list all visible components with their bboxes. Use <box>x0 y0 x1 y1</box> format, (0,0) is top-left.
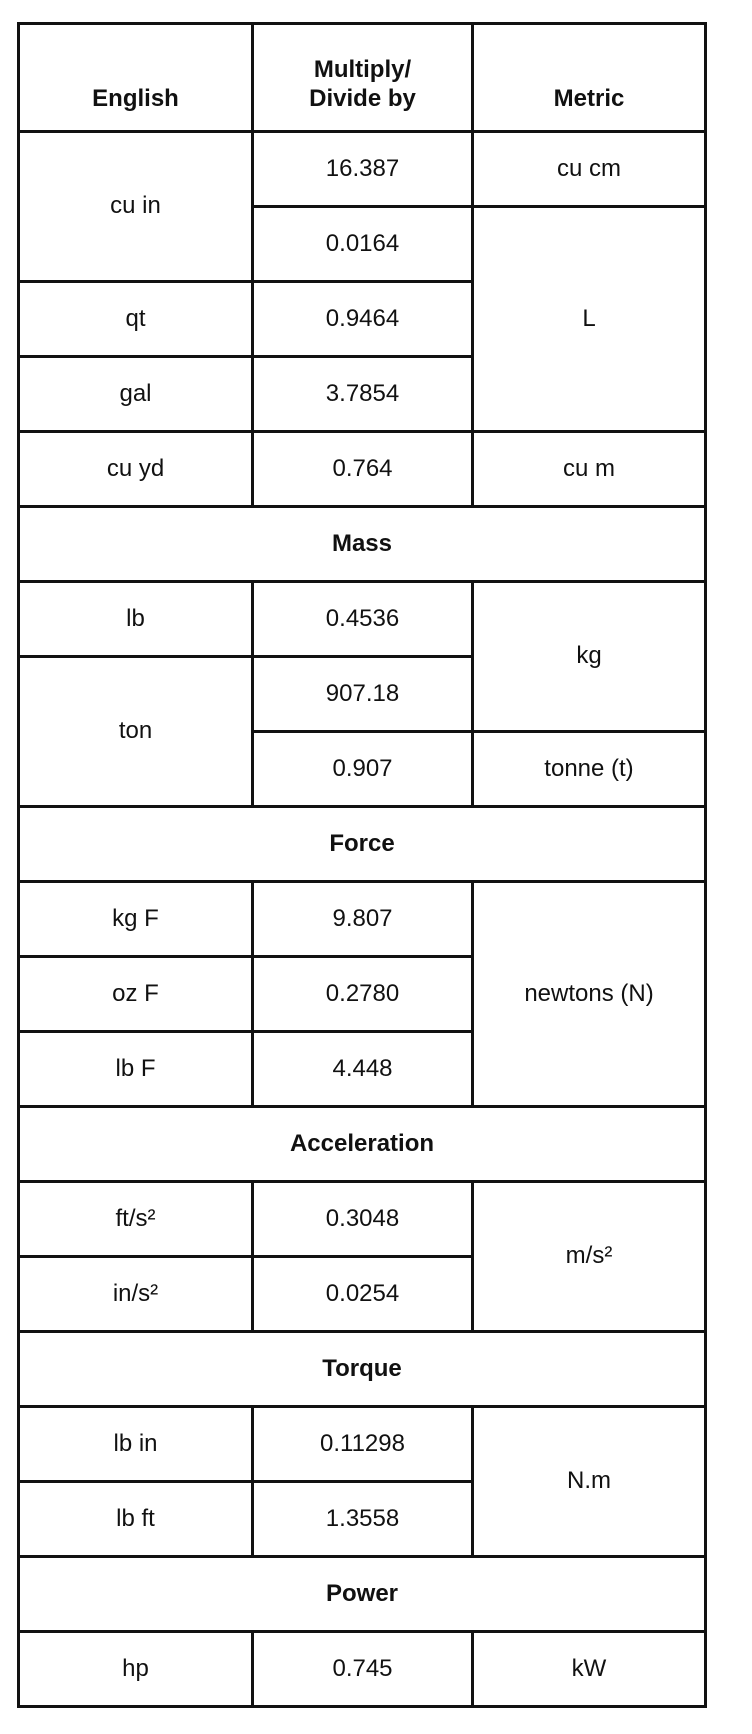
cell-factor: 0.11298 <box>253 1407 473 1482</box>
table-row <box>19 1182 706 1257</box>
section-title-acceleration: Acceleration <box>19 1107 706 1182</box>
cell-english-qt: qt <box>19 282 253 357</box>
cell-factor: 0.4536 <box>253 582 473 657</box>
cell-metric-kw: kW <box>473 1632 706 1707</box>
cell-factor: 0.2780 <box>253 957 473 1032</box>
cell-english-cu-in: cu in <box>19 132 253 282</box>
cell-factor: 0.0254 <box>253 1257 473 1332</box>
cell-factor: 9.807 <box>253 882 473 957</box>
header-metric: Metric <box>473 24 706 132</box>
cell-factor: 0.907 <box>253 732 473 807</box>
cell-factor: 0.745 <box>253 1632 473 1707</box>
cell-metric-kg: kg <box>473 582 706 732</box>
section-title-power: Power <box>19 1557 706 1632</box>
cell-english-ft-s2: ft/s² <box>19 1182 253 1257</box>
header-multiply-line2: Divide by <box>309 85 416 113</box>
cell-english-lb-ft: lb ft <box>19 1482 253 1557</box>
cell-english-oz-f: oz F <box>19 957 253 1032</box>
section-row-force <box>19 807 706 882</box>
table-row <box>19 882 706 957</box>
cell-english-lb: lb <box>19 582 253 657</box>
cell-metric-cu-m: cu m <box>473 432 706 507</box>
table-row <box>19 132 706 207</box>
header-multiply-line1: Multiply/ <box>313 56 412 84</box>
cell-english-cu-yd: cu yd <box>19 432 253 507</box>
section-row-torque <box>19 1332 706 1407</box>
section-row-power <box>19 1557 706 1632</box>
section-row-acceleration <box>19 1107 706 1182</box>
header-row <box>19 24 706 132</box>
cell-english-lb-in: lb in <box>19 1407 253 1482</box>
table-row <box>19 1632 706 1707</box>
cell-metric-cu-cm: cu cm <box>473 132 706 207</box>
cell-factor: 0.764 <box>253 432 473 507</box>
cell-factor: 0.0164 <box>253 207 473 282</box>
header-english: English <box>19 24 253 132</box>
cell-english-hp: hp <box>19 1632 253 1707</box>
cell-factor: 1.3558 <box>253 1482 473 1557</box>
cell-metric-nm: N.m <box>473 1407 706 1557</box>
cell-factor: 3.7854 <box>253 357 473 432</box>
cell-factor: 4.448 <box>253 1032 473 1107</box>
section-title-mass: Mass <box>19 507 706 582</box>
cell-factor: 16.387 <box>253 132 473 207</box>
cell-factor: 0.9464 <box>253 282 473 357</box>
table-row <box>19 1407 706 1482</box>
cell-metric-tonne: tonne (t) <box>473 732 706 807</box>
cell-english-kg-f: kg F <box>19 882 253 957</box>
cell-metric-m-s2: m/s² <box>473 1182 706 1332</box>
table-row <box>19 582 706 657</box>
conversion-table <box>17 22 707 1708</box>
section-title-force: Force <box>19 807 706 882</box>
cell-english-in-s2: in/s² <box>19 1257 253 1332</box>
cell-metric-L: L <box>473 207 706 432</box>
cell-english-ton: ton <box>19 657 253 807</box>
cell-factor: 0.3048 <box>253 1182 473 1257</box>
cell-metric-newtons: newtons (N) <box>473 882 706 1107</box>
header-multiply <box>253 24 473 132</box>
cell-english-lb-f: lb F <box>19 1032 253 1107</box>
section-title-torque: Torque <box>19 1332 706 1407</box>
cell-english-gal: gal <box>19 357 253 432</box>
section-row-mass <box>19 507 706 582</box>
table-row <box>19 432 706 507</box>
cell-factor: 907.18 <box>253 657 473 732</box>
